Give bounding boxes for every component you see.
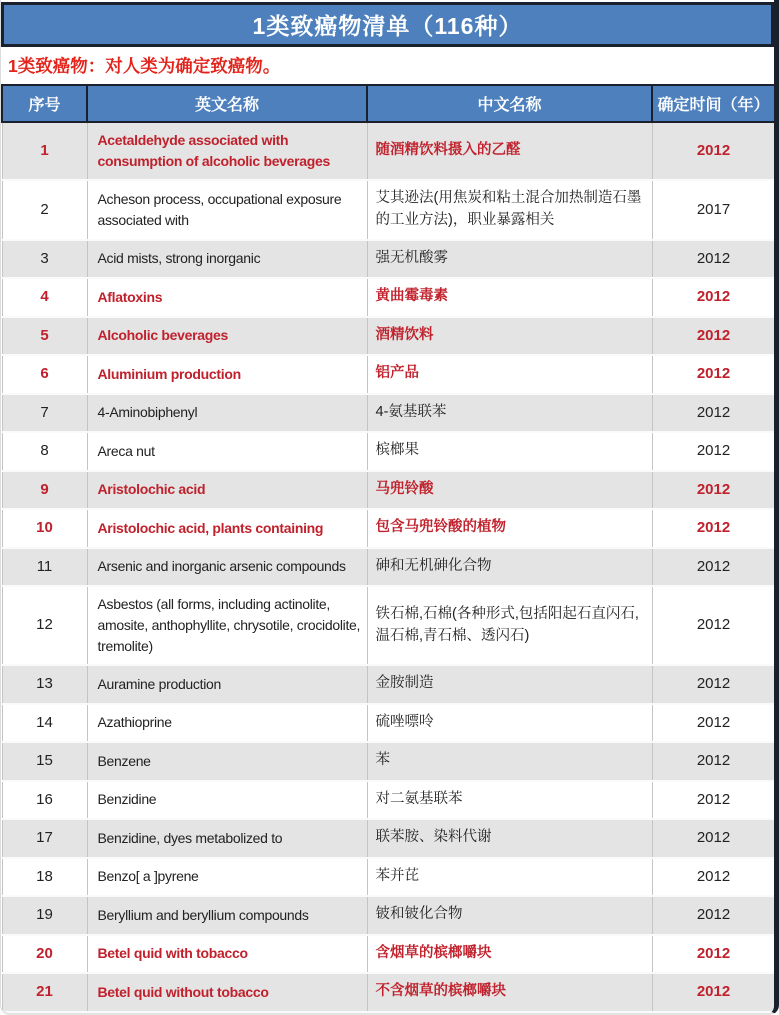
cell-year: 2012	[652, 665, 775, 704]
cell-year: 2012	[652, 858, 775, 897]
cell-zh: 不含烟草的槟榔嚼块	[367, 973, 652, 1012]
cell-year: 2017	[652, 180, 775, 240]
cell-zh: 对二氨基联苯	[367, 781, 652, 820]
cell-zh: 铍和铍化合物	[367, 896, 652, 935]
cell-year: 2012	[652, 781, 775, 820]
page-title: 1类致癌物清单（116种）	[1, 2, 774, 47]
cell-zh: 马兜铃酸	[367, 471, 652, 510]
cell-no: 20	[2, 935, 87, 974]
table-row	[2, 317, 775, 356]
cell-no: 12	[2, 586, 87, 665]
cell-zh: 强无机酸雾	[367, 240, 652, 279]
cell-year: 2012	[652, 973, 775, 1012]
cell-en: Acheson process, occupational exposure associated with	[87, 180, 367, 240]
cell-year: 2012	[652, 122, 775, 180]
cell-year: 2012	[652, 935, 775, 974]
cell-zh: 苯并芘	[367, 858, 652, 897]
cell-en: Areca nut	[87, 432, 367, 471]
cell-zh: 硫唑嘌呤	[367, 704, 652, 743]
cell-zh: 铝产品	[367, 355, 652, 394]
cell-no: 9	[2, 471, 87, 510]
cell-no: 1	[2, 122, 87, 180]
cell-zh: 金胺制造	[367, 665, 652, 704]
cell-year: 2012	[652, 819, 775, 858]
cell-en: Benzidine, dyes metabolized to	[87, 819, 367, 858]
table-row	[2, 432, 775, 471]
cell-zh: 槟榔果	[367, 432, 652, 471]
cell-en: Benzene	[87, 742, 367, 781]
table-row	[2, 471, 775, 510]
table-row	[2, 240, 775, 279]
col-header-chinese-name: 中文名称	[367, 85, 652, 122]
table-row	[2, 122, 775, 180]
cell-en: Benzidine	[87, 781, 367, 820]
cell-en: Arsenic and inorganic arsenic compounds	[87, 548, 367, 587]
subtitle-definition: 1类致癌物：对人类为确定致癌物。	[1, 47, 774, 84]
cell-en: Asbestos (all forms, including actinolite, amosite, anthophyllite, chrysotile, crocidolite, tremolite)	[87, 586, 367, 665]
cell-en: Acid mists, strong inorganic	[87, 240, 367, 279]
cell-en: Benzo[ a ]pyrene	[87, 858, 367, 897]
cell-zh: 酒精饮料	[367, 317, 652, 356]
cell-year: 2012	[652, 896, 775, 935]
cell-no: 17	[2, 819, 87, 858]
cell-en: 4-Aminobiphenyl	[87, 394, 367, 433]
cell-en: Azathioprine	[87, 704, 367, 743]
cell-no: 5	[2, 317, 87, 356]
cell-no: 15	[2, 742, 87, 781]
cell-no: 3	[2, 240, 87, 279]
cell-en: Betel quid with tobacco	[87, 935, 367, 974]
cell-zh: 艾其逊法(用焦炭和粘土混合加热制造石墨的工业方法)，职业暴露相关	[367, 180, 652, 240]
cell-year: 2012	[652, 317, 775, 356]
table-row	[2, 896, 775, 935]
table-row	[2, 858, 775, 897]
table-row	[2, 704, 775, 743]
cell-en: Aflatoxins	[87, 278, 367, 317]
cell-no: 6	[2, 355, 87, 394]
col-header-english-name: 英文名称	[87, 85, 367, 122]
cell-year: 2012	[652, 278, 775, 317]
cell-no: 2	[2, 180, 87, 240]
cell-en: Aristolochic acid, plants containing	[87, 509, 367, 548]
cell-zh: 随酒精饮料摄入的乙醛	[367, 122, 652, 180]
table-row	[2, 973, 775, 1012]
cell-year: 2012	[652, 355, 775, 394]
cell-year: 2012	[652, 742, 775, 781]
cell-zh: 铁石棉,石棉(各种形式,包括阳起石直闪石,温石棉,青石棉、透闪石)	[367, 586, 652, 665]
col-header-year: 确定时间（年）	[652, 85, 775, 122]
cell-no: 13	[2, 665, 87, 704]
cell-en: Acetaldehyde associated with consumption of alcoholic beverages	[87, 122, 367, 180]
table-row	[2, 278, 775, 317]
cell-no: 10	[2, 509, 87, 548]
cell-year: 2012	[652, 704, 775, 743]
cell-zh: 4-氨基联苯	[367, 394, 652, 433]
cell-zh: 黄曲霉毒素	[367, 278, 652, 317]
cell-zh: 联苯胺、染料代谢	[367, 819, 652, 858]
cell-no: 19	[2, 896, 87, 935]
cell-en: Aluminium production	[87, 355, 367, 394]
cell-zh: 苯	[367, 742, 652, 781]
cell-en: Betel quid without tobacco	[87, 973, 367, 1012]
table-row	[2, 180, 775, 240]
cell-year: 2012	[652, 432, 775, 471]
table-row	[2, 394, 775, 433]
cell-year: 2012	[652, 509, 775, 548]
table-row	[2, 509, 775, 548]
cell-year: 2012	[652, 240, 775, 279]
cell-zh: 砷和无机砷化合物	[367, 548, 652, 587]
cell-year: 2012	[652, 586, 775, 665]
cell-no: 11	[2, 548, 87, 587]
cell-zh: 含烟草的槟榔嚼块	[367, 935, 652, 974]
cell-year: 2012	[652, 471, 775, 510]
table-row	[2, 819, 775, 858]
cell-year: 2012	[652, 394, 775, 433]
table-row	[2, 548, 775, 587]
table-row	[2, 586, 775, 665]
cell-no: 8	[2, 432, 87, 471]
carcinogen-table	[1, 84, 776, 1013]
table-row	[2, 935, 775, 974]
cell-en: Alcoholic beverages	[87, 317, 367, 356]
table-row	[2, 665, 775, 704]
cell-zh: 包含马兜铃酸的植物	[367, 509, 652, 548]
table-body	[2, 122, 775, 1012]
table-row	[2, 781, 775, 820]
cell-no: 4	[2, 278, 87, 317]
cell-no: 7	[2, 394, 87, 433]
cell-no: 21	[2, 973, 87, 1012]
cell-en: Beryllium and beryllium compounds	[87, 896, 367, 935]
col-header-index: 序号	[2, 85, 87, 122]
cell-en: Auramine production	[87, 665, 367, 704]
table-row	[2, 742, 775, 781]
cell-no: 14	[2, 704, 87, 743]
cell-no: 16	[2, 781, 87, 820]
header-row	[2, 85, 775, 122]
cell-year: 2012	[652, 548, 775, 587]
table-header	[2, 85, 775, 122]
cell-no: 18	[2, 858, 87, 897]
cell-en: Aristolochic acid	[87, 471, 367, 510]
table-row	[2, 355, 775, 394]
